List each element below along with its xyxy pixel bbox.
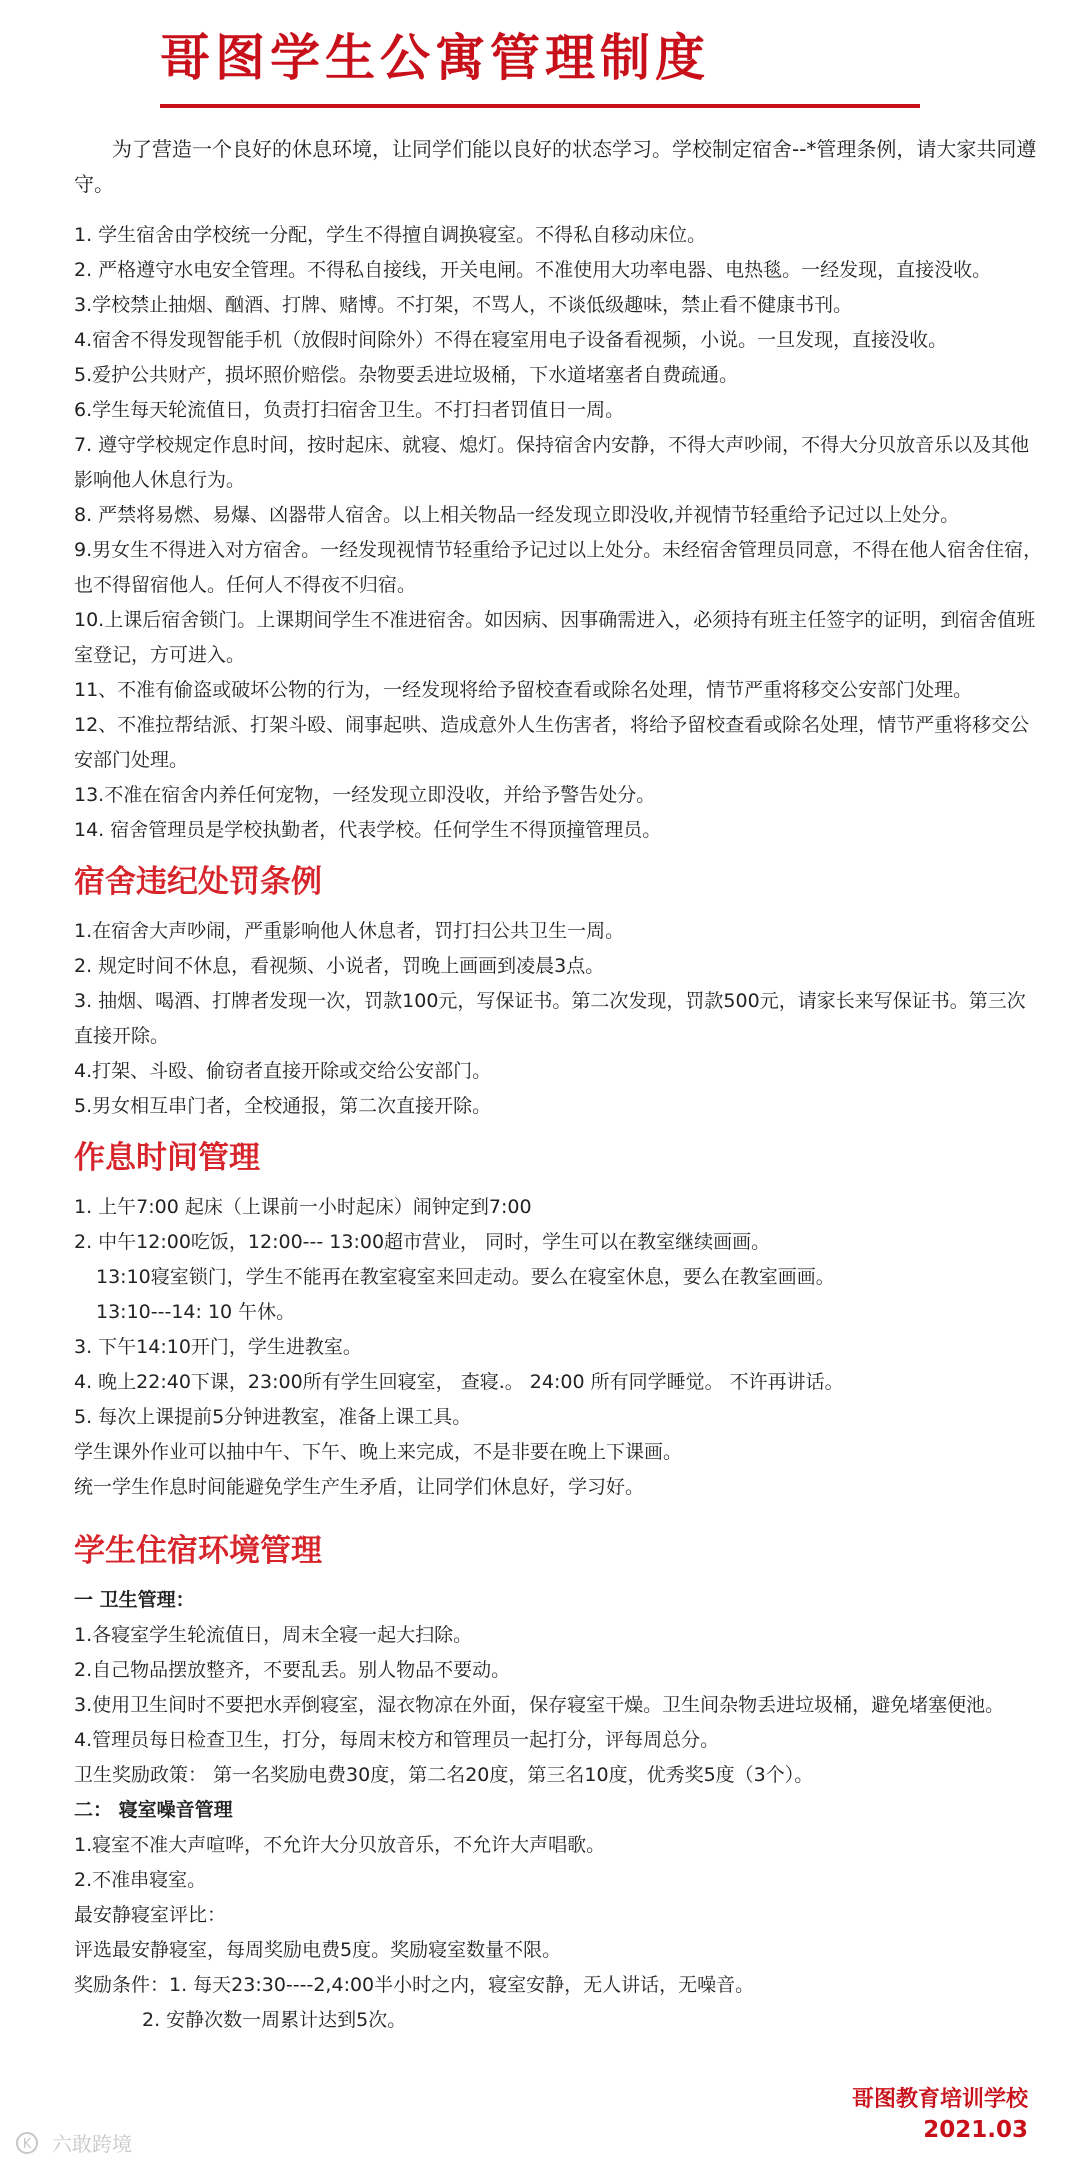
watermark — [8, 2128, 132, 2157]
schedule-item: 3. 下午14:10开门，学生进教室。 — [74, 1336, 362, 1358]
schedule-item: 13:10寝室锁门，学生不能再在教室寝室来回走动。要么在寝室休息，要么在教室画画。 — [96, 1266, 835, 1288]
penalty-item: 3. 抽烟、喝酒、打牌者发现一次，罚款100元，写保证书。第二次发现，罚款500元，请家长来写保证书。第三次直接开除。 — [74, 990, 1026, 1047]
rule-item: 5.爱护公共财产，损坏照价赔偿。杂物要丢进垃圾桶，下水道堵塞者自费疏通。 — [74, 364, 739, 386]
environment-item: 1.寝室不准大声喧哗，不允许大分贝放音乐，不允许大声唱歌。 — [74, 1834, 606, 1856]
document-body — [74, 132, 1044, 2038]
schedule-item: 2. 中午12:00吃饭，12:00--- 13:00超市营业， 同时，学生可以在教室继续画画。 — [74, 1231, 771, 1253]
environment-item: 最安静寝室评比： — [74, 1904, 227, 1926]
rule-item: 2. 严格遵守水电安全管理。不得私自接线，开关电闸。不准使用大功率电器、电热毯。一经发现，直接没收。 — [74, 259, 992, 281]
penalty-item: 4.打架、斗殴、偷窃者直接开除或交给公安部门。 — [74, 1060, 492, 1082]
title-divider — [160, 104, 920, 108]
footer-date: 2021.03 — [923, 2117, 1028, 2143]
schedule-item: 1. 上午7:00 起床（上课前一小时起床）闹钟定到7:00 — [74, 1196, 532, 1218]
environment-list — [74, 1583, 1044, 2038]
schedule-item: 5. 每次上课提前5分钟进教室，准备上课工具。 — [74, 1406, 472, 1428]
environment-item: 2.不准串寝室。 — [74, 1869, 207, 1891]
environment-item: 1.各寝室学生轮流值日，周末全寝一起大扫除。 — [74, 1624, 473, 1646]
schedule-item: 统一学生作息时间能避免学生产生矛盾，让同学们休息好，学习好。 — [74, 1476, 645, 1498]
rule-item: 13.不准在宿舍内养任何宠物，一经发现立即没收，并给予警告处分。 — [74, 784, 656, 806]
environment-item: 评选最安静寝室，每周奖励电费5度。奖励寝室数量不限。 — [74, 1939, 562, 1961]
penalties-heading: 宿舍违纪处罚条例 — [74, 864, 322, 900]
environment-item: 4.管理员每日检查卫生，打分，每周末校方和管理员一起打分，评每周总分。 — [74, 1729, 720, 1751]
schedule-list — [74, 1190, 1044, 1505]
penalty-item: 2. 规定时间不休息，看视频、小说者，罚晚上画画到凌晨3点。 — [74, 955, 605, 977]
watermark-logo-icon — [8, 2131, 46, 2155]
environment-item: 卫生奖励政策： 第一名奖励电费30度，第二名20度，第三名10度，优秀奖5度（3个）。 — [74, 1764, 814, 1786]
environment-item: 3.使用卫生间时不要把水弄倒寝室，湿衣物凉在外面，保存寝室干燥。卫生间杂物丢进垃圾桶，避免堵塞便池。 — [74, 1694, 1005, 1716]
environment-heading: 学生住宿环境管理 — [74, 1533, 322, 1569]
watermark-text: 六敢跨境 — [52, 2132, 132, 2156]
intro-paragraph: 为了营造一个良好的休息环境，让同学们能以良好的状态学习。学校制定宿舍--*管理条例，请大家共同遵守。 — [74, 137, 1037, 196]
schedule-item: 学生课外作业可以抽中午、下午、晚上来完成，不是非要在晚上下课画。 — [74, 1441, 683, 1463]
svg-text:K: K — [22, 2136, 32, 2152]
rule-item: 7. 遵守学校规定作息时间，按时起床、就寝、熄灯。保持宿舍内安静，不得大声吵闹，不得大分贝放音乐以及其他影响他人休息行为。 — [74, 434, 1030, 491]
environment-item: 一 卫生管理： — [74, 1589, 195, 1611]
environment-item: 2. 安静次数一周累计达到5次。 — [142, 2009, 407, 2031]
rules-list — [74, 218, 1044, 848]
penalties-list — [74, 914, 1044, 1124]
rule-item: 10.上课后宿舍锁门。上课期间学生不准进宿舍。如因病、因事确需进入，必须持有班主任签字的证明，到宿舍值班室登记，方可进入。 — [74, 609, 1036, 666]
rule-item: 4.宿舍不得发现智能手机（放假时间除外）不得在寝室用电子设备看视频，小说。一旦发现，直接没收。 — [74, 329, 948, 351]
rule-item: 1. 学生宿舍由学校统一分配，学生不得擅自调换寝室。不得私自移动床位。 — [74, 224, 707, 246]
rule-item: 9.男女生不得进入对方宿舍。一经发现视情节轻重给予记过以上处分。未经宿舍管理员同意，不得在他人宿舍住宿，也不得留宿他人。任何人不得夜不归宿。 — [74, 539, 1043, 596]
environment-item: 二： 寝室噪音管理 — [74, 1799, 233, 1821]
rule-item: 6.学生每天轮流值日，负责打扫宿舍卫生。不打扫者罚值日一周。 — [74, 399, 625, 421]
environment-item: 奖励条件：1. 每天23:30----2,4:00半小时之内，寝室安静，无人讲话，无噪音。 — [74, 1974, 755, 1996]
footer-school-name: 哥图教育培训学校 — [851, 2087, 1028, 2112]
penalty-item: 5.男女相互串门者，全校通报，第二次直接开除。 — [74, 1095, 492, 1117]
rule-item: 11、不准有偷盗或破坏公物的行为，一经发现将给予留校查看或除名处理，情节严重将移交公安部门处理。 — [74, 679, 973, 701]
penalty-item: 1.在宿舍大声吵闹，严重影响他人休息者，罚打扫公共卫生一周。 — [74, 920, 625, 942]
rule-item: 12、不准拉帮结派、打架斗殴、闹事起哄、造成意外人生伤害者，将给予留校查看或除名处理，情节严重将移交公安部门处理。 — [74, 714, 1030, 771]
rule-item: 3.学校禁止抽烟、酗酒、打牌、赌博。不打架，不骂人，不谈低级趣味，禁止看不健康书刊。 — [74, 294, 853, 316]
schedule-item: 4. 晚上22:40下课，23:00所有学生回寝室， 查寝.。 24:00 所有同学睡觉。 不许再讲话。 — [74, 1371, 844, 1393]
schedule-item: 13:10---14: 10 午休。 — [96, 1301, 296, 1323]
rule-item: 14. 宿舍管理员是学校执勤者，代表学校。任何学生不得顶撞管理员。 — [74, 819, 662, 841]
rule-item: 8. 严禁将易燃、易爆、凶器带人宿舍。以上相关物品一经发现立即没收,并视情节轻重给予记过以上处分。 — [74, 504, 960, 526]
page-title: 哥图学生公寓管理制度 — [160, 29, 710, 87]
schedule-heading: 作息时间管理 — [74, 1140, 260, 1176]
environment-item: 2.自己物品摆放整齐，不要乱丢。别人物品不要动。 — [74, 1659, 511, 1681]
